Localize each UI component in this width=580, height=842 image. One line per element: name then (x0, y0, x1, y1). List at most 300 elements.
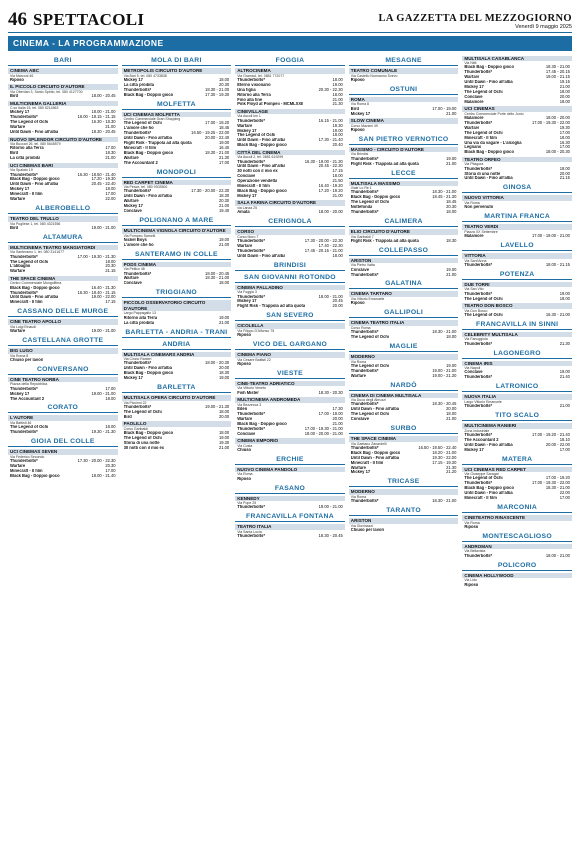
cinema-address: Via Cinzio Ranieri (123, 357, 152, 362)
showtimes: 20.45 - 22.40 (91, 181, 116, 187)
film-title: Minecraft - Il film (123, 145, 157, 150)
showtimes: 18.00 (105, 395, 116, 401)
cinema-name: BIG LUGO (8, 348, 118, 354)
showtimes: 19.00 - 21.00 (432, 367, 457, 373)
showtime-row (462, 313, 572, 318)
city-heading: SURBO (349, 425, 459, 434)
showtimes: 18.30 - 20.30 (318, 389, 343, 395)
showtimes: 18.00 (559, 295, 570, 301)
showtimes: 18.30 - 20.45 (91, 129, 116, 135)
cinema-name: VITTORIA (462, 253, 572, 259)
cinema-address: Via Buccari 26, tel. 080 5648579 (10, 142, 61, 147)
film-title: Until Dawn - Fino all'alba (237, 164, 286, 169)
film-title: Malamore (464, 234, 484, 239)
showtimes: 21.00 (446, 416, 457, 422)
showtimes: 21.30 (332, 101, 343, 107)
film-title: Eden (237, 407, 248, 411)
film-title: Riposo (237, 361, 252, 366)
showtimes: 18.30 - 21.00 (432, 498, 457, 504)
film-title: Thunderbolts* (123, 131, 152, 136)
film-title: La città proibita (123, 82, 155, 87)
cinema-address: Via Don Bosco (464, 308, 488, 313)
film-title: The Legend of Ochi (464, 130, 503, 135)
city-heading: COLLEPASSO (349, 247, 459, 256)
showtimes: 19.00 (559, 290, 570, 296)
cinema-name: ROMA (349, 97, 459, 103)
film-title: Thunderbolts* (237, 294, 265, 299)
city-heading: MAGLIE (349, 343, 459, 352)
showtimes: 21.30 (559, 340, 570, 346)
film-title: Mickey 17 (237, 193, 257, 198)
showtime-row (462, 176, 572, 181)
showtimes: 17.30 - 20.00 - 22.30 (77, 458, 116, 464)
cinema-address: Corso Mazzini 49 (350, 123, 378, 128)
showtimes: 21.00 (446, 110, 457, 116)
cinema-name: CINE TEATRO APOLLO (8, 319, 118, 325)
cinema-address: Via Luigi Einaudi (10, 324, 37, 329)
cinema-name: TEATRO ORFEO (462, 157, 572, 163)
showtimes: 18.00 (332, 252, 343, 258)
city-heading: TRICASE (349, 478, 459, 487)
cinema-name: ARISTON (349, 258, 459, 264)
showtimes: 17.00 (559, 129, 570, 135)
film-title: Thunderbolts* (464, 404, 493, 409)
cinema-address: Via Bari 5, tel. 080 4733838 (123, 73, 167, 78)
cinema-address: Via Santeramo 1, tel. 080 3141677 (10, 250, 65, 255)
film-title: The Legend of Ochi (10, 120, 49, 125)
showtimes: 21.00 (218, 444, 230, 450)
film-title: Thunderbolts* (237, 159, 265, 164)
cinema-name: NUOVA ITALIA (462, 394, 572, 400)
film-title: Warfare (237, 416, 253, 421)
film-title: Thunderbolts* (350, 272, 379, 277)
cinema-address: Via Bellavista (464, 549, 486, 554)
showtime-row (235, 210, 345, 215)
cinema-name: ANDROMAN (462, 544, 572, 550)
cinema-address: Via Lido (464, 578, 477, 583)
showtimes: 16.50 - 19.50 - 22.40 (418, 444, 457, 450)
showtimes: 17.00 (105, 191, 116, 197)
showtimes: 19.00 (559, 369, 570, 375)
film-title: Until Dawn - Fino all'alba (123, 136, 172, 141)
showtimes: 16.30 - 21.00 (545, 311, 570, 317)
film-title: Black Bag - Doppio gioco (237, 421, 287, 426)
showtimes: 20.30 (105, 263, 116, 269)
city-heading: MARCONIA (462, 504, 572, 513)
film-title: Legnano (464, 145, 482, 150)
cinema-address: Via Piccinni 22 (123, 400, 147, 405)
showtimes: 16.50 - 19.25 - 22.00 (191, 130, 230, 136)
film-title: Pink Floyd at Pompeii - MCMLXXII (237, 102, 304, 107)
showtime-row (122, 243, 232, 248)
cinema-address: Via Gaetano Zanardelli (350, 441, 387, 446)
showtime-row (8, 156, 118, 161)
city-heading: MATERA (462, 456, 572, 465)
film-title: Storia di una notte (123, 440, 160, 445)
showtimes: 17.00 (218, 159, 230, 165)
showtimes: 17.15 (332, 168, 343, 174)
showtimes: 21.00 (218, 203, 230, 209)
city-heading: LAGONEGRO (462, 350, 572, 359)
showtimes: 18.30 - 21.00 (205, 86, 230, 92)
showtimes: 19.00 (218, 236, 230, 242)
film-title: Thunderbolts* (464, 553, 493, 558)
cinema-name: MULTICINEMA ANDROMEDA (235, 397, 345, 403)
showtimes: 20.00 (218, 413, 230, 419)
city-heading: POLICORO (462, 562, 572, 571)
cinema-address: Via Foggia 3 (237, 290, 257, 295)
film-title: Thunderbolts* (350, 445, 379, 450)
showtimes: 17.30 - 20.00 - 22.30 (191, 188, 230, 194)
film-title: Black Bag - Doppio gioco (464, 150, 514, 155)
film-title: Thunderbolts* (350, 499, 379, 504)
film-title: Black Bag - Doppio gioco (10, 285, 60, 290)
film-title: Warfare (350, 465, 366, 470)
showtime-row (122, 281, 232, 286)
film-title: Until Dawn - Fino all'alba (237, 253, 286, 258)
film-title: Conclave (237, 174, 256, 179)
showtimes: 17.00 - 19.30 - 22.00 (531, 480, 570, 486)
film-title: Thunderbolts* (464, 341, 493, 346)
film-title: Thunderbolts* (123, 361, 152, 366)
showtimes: 21.00 (446, 160, 457, 166)
showtimes: 19.00 (332, 81, 343, 87)
city-heading: LATRONICO (462, 383, 572, 392)
cinema-address: Via Duca degli Abruzzi (350, 398, 386, 403)
showtime-row (235, 391, 345, 396)
film-title: Thunderbolts* (464, 481, 493, 486)
showtimes: 19.15 (559, 79, 570, 85)
showtimes: 18.00 - 20.00 (545, 115, 570, 121)
cinema-name: CINEVILLAGE (235, 109, 345, 115)
cinema-name: NUOVO CINEMA PANDOLO (235, 467, 345, 473)
cinema-address: Via Pesce, tel. 080 9303500 (123, 185, 168, 190)
film-title: Flight Risk - Trappola ad alta quota (123, 141, 192, 146)
cinema-name: NUOVO VITTORIA (462, 195, 572, 201)
film-title: Chiuso per lavori (10, 357, 44, 362)
programming-banner: CINEMA - LA PROGRAMMAZIONE (8, 36, 572, 51)
cinema-address: Via Santa Lucia (237, 529, 262, 534)
film-title: Warfare (123, 155, 139, 160)
city-heading: GALLIPOLI (349, 309, 459, 318)
film-title: Thunderbolts* (237, 118, 265, 123)
film-title: Black Bag - Doppio gioco (123, 92, 174, 97)
showtime-row (122, 376, 232, 381)
film-title: Until Dawn - Fino all'alba (350, 455, 400, 460)
showtimes: 21.00 (218, 319, 230, 325)
film-title: The Legend of Ochi (237, 133, 276, 138)
showtime-row (349, 112, 459, 117)
film-title: Thunderbolts* (237, 77, 265, 82)
showtimes: 19.00 - 21.30 (205, 404, 230, 409)
city-heading: FRANCAVILLA FONTANA (235, 513, 345, 522)
showtimes: 19.00 (218, 435, 230, 441)
cinema-address: Via Roma (237, 472, 253, 477)
showtimes: 21.00 (105, 155, 116, 161)
showtimes: 18.00 (332, 76, 343, 82)
cinema-address: Via Pompeo Sarnelli (123, 233, 156, 238)
showtime-row (349, 162, 459, 167)
newspaper-name: LA GAZZETTA DEL MEZZOGIORNO (378, 13, 572, 24)
city-heading: CORATO (8, 404, 118, 413)
film-title: Nickel Boys (123, 237, 147, 242)
cinema-name: THE SPACE CINEMA (8, 276, 118, 282)
showtimes: 17.00 (559, 495, 570, 501)
showtimes: 20.00 (332, 415, 343, 421)
cinema-address: Via Roma (464, 200, 480, 205)
showtimes: 19.00 (332, 127, 343, 133)
showtime-row (462, 297, 572, 302)
showtimes: 17.00 - 19.00 (318, 410, 343, 416)
showtimes: 20.45 (332, 298, 343, 304)
film-title: Mickey 17 (10, 110, 30, 115)
city-heading: FRANCAVILLA IN SINNI (462, 321, 572, 330)
cinema-name: CITTÀ DEL CINEMA (235, 150, 345, 156)
film-title: Warfare (123, 199, 139, 204)
showtime-row (349, 128, 459, 133)
city-heading: ALBEROBELLO (8, 205, 118, 214)
city-heading: CASSANO DELLE MURGE (8, 308, 118, 317)
cinema-name: CORSO (235, 229, 345, 235)
showtimes: 20.30 (218, 81, 230, 87)
city-heading: POTENZA (462, 271, 572, 280)
showtimes: 17.20 - 19.30 (91, 176, 116, 182)
film-title: Until Dawn - Fino all'alba (123, 194, 172, 199)
showtimes: 19.00 - 22.00 (91, 294, 116, 300)
showtimes: 18.00 (218, 280, 230, 286)
film-title: Malamore (464, 99, 484, 104)
issue-date: Venerdì 9 maggio 2025 (515, 24, 572, 30)
film-title: Thunderbolts* (350, 210, 379, 215)
masthead (8, 6, 572, 33)
showtimes: 19.00 - 21.15 (545, 74, 570, 80)
showtime-row (462, 448, 572, 453)
showtime-row (8, 329, 118, 334)
showtime-row (462, 263, 572, 268)
film-title: The Accountant 2 (464, 437, 499, 442)
showtimes: 17.00 - 19.30 - 21.00 (304, 425, 343, 431)
film-title: Black Bag - Doppio gioco (237, 143, 287, 148)
showtime-row (122, 415, 232, 420)
showtimes: 18.30 - 20.45 (432, 401, 457, 407)
listings-column (8, 54, 118, 829)
cinema-address: Via Spalato 19 (10, 168, 33, 173)
cinema-address: Centro Commerciale Gran Shopping (123, 117, 181, 122)
film-title: The Legend of Ochi (10, 425, 49, 430)
listings-column (122, 54, 232, 829)
film-title: Una via da vagare - L'alcoglia (464, 140, 522, 145)
city-heading: TITO SCALO (462, 412, 572, 421)
city-heading: MONOPOLI (122, 169, 232, 178)
cinema-address: Via Roma (350, 494, 367, 499)
showtimes: 18.30 (218, 193, 230, 199)
film-title: Until Dawn - Fino all'alba (10, 182, 59, 187)
showtime-row (349, 78, 459, 83)
film-title: Until Dawn - Fino all'alba (123, 366, 172, 371)
showtimes: 18.00 (559, 88, 570, 94)
film-title: Malamore (464, 116, 484, 121)
film-title: Warfare (10, 125, 26, 130)
showtime-row (462, 375, 572, 380)
cinema-name: CINE-TEATRO ADRIATICO (235, 381, 345, 387)
film-title: Conclave (123, 209, 142, 214)
cinema-address: Via Napoli (464, 366, 481, 371)
film-title: Warfare (10, 463, 26, 468)
film-title: Thunderbolts* (10, 290, 38, 295)
showtimes: 17.15 (105, 299, 116, 305)
listings-column (235, 54, 345, 829)
cinema-name: CICOLELLA (235, 323, 345, 329)
cinema-address: Via Pugliese 1, tel. 080 4321556 (10, 221, 61, 226)
cinema-name: MULTISALA CINEMARS ANDRIA (122, 352, 232, 358)
showtime-row (462, 496, 572, 501)
film-title: The Accountant 2 (10, 396, 45, 401)
showtimes: 18.30 - 21.00 (545, 64, 570, 70)
showtime-row (235, 194, 345, 199)
cinema-address: Corso Roma (350, 325, 371, 330)
showtime-row (349, 374, 459, 379)
showtimes: 18.00 (446, 411, 457, 417)
showtimes: 21.50 (332, 178, 343, 184)
cinema-address: Centro Commerciale Mongolfiera (10, 281, 62, 286)
film-title: Mickey 17 (123, 77, 143, 82)
film-title: Until Dawn - Fino all'alba (464, 176, 513, 181)
showtimes: 18.00 - 20.45 (91, 93, 116, 99)
film-title: Riposo (237, 333, 252, 338)
showtimes: 17.00 - 18.20 (205, 120, 230, 126)
showtime-row (462, 525, 572, 530)
cinema-name: DUE TORRI (462, 282, 572, 288)
showtimes: 18.00 (332, 173, 343, 179)
film-title: Riposo (464, 524, 479, 529)
film-title: Riposo (350, 77, 365, 82)
showtimes: 18.30 - 20.45 (318, 533, 343, 539)
film-title: The Legend of Ochi (350, 363, 389, 368)
city-heading: POLIGNANO A MARE (122, 217, 232, 226)
film-title: Mickey 17 (123, 204, 143, 209)
showtime-row (8, 197, 118, 202)
film-title: Conclave (237, 431, 256, 436)
showtime-row (349, 239, 459, 244)
showtime-row (462, 150, 572, 155)
showtime-row (235, 505, 345, 510)
film-title: Warfare (464, 125, 480, 130)
showtimes: 17.30 - 20.00 - 22.30 (304, 237, 343, 243)
showtimes: 18.20 - 21.00 (432, 449, 457, 455)
cinema-address: Centro Commerciale Porte dello Jonio (464, 111, 524, 116)
showtimes: 18.00 (218, 408, 230, 414)
section-title: SPETTACOLI (33, 10, 145, 29)
cinema-name: CINEMA TARTARO (349, 291, 459, 297)
showtime-row (122, 446, 232, 451)
film-title: Riposo (237, 476, 252, 481)
showtime-row (8, 94, 118, 99)
showtimes: 20.00 (559, 93, 570, 99)
showtimes: 20.40 (332, 142, 343, 148)
showtime-row (8, 226, 118, 231)
film-title: Storia di una notte (464, 171, 501, 176)
showtimes: 19.00 (218, 314, 230, 320)
listings-columns (8, 54, 572, 829)
cinema-name: METROPOLIS CIRCUITO D'AUTORE (122, 68, 232, 74)
showtimes: 17.30 (332, 406, 343, 411)
cinema-name: MODERNO (349, 489, 459, 495)
film-title: L'abbaglio (10, 264, 31, 269)
film-title: The Legend of Ochi (464, 476, 503, 481)
showtime-row (8, 474, 118, 479)
cinema-address: Via Filippo D'Alfonso 75 (237, 328, 275, 333)
city-heading: ERCHIE (235, 456, 345, 465)
cinema-name: ARISTON (349, 518, 459, 524)
film-title: Black Bag - Doppio gioco (123, 371, 174, 376)
film-title: Bird (10, 94, 19, 99)
showtime-row (235, 333, 345, 338)
showtimes: 18.30 (446, 237, 457, 243)
cinema-name: TEATRO VERDI (462, 224, 572, 230)
city-heading: MESAGNE (349, 57, 459, 66)
film-title: La città proibita (123, 320, 155, 325)
showtimes: 19.30 (218, 439, 230, 445)
cinema-name: UCI CINEMAS MOLFETTA (122, 112, 232, 118)
film-title: Conclave (350, 267, 369, 272)
cinema-address: Via Sant'Anna (464, 258, 487, 263)
showtimes: 19.00 - 21.00 (91, 390, 116, 396)
film-title: The Legend of Ochi (350, 200, 389, 205)
cinema-name: NUOVO SPLENDOR CIRCUITO D'AUTORE (8, 137, 118, 143)
showtimes: 17.00 - 19.30 - 22.00 (531, 119, 570, 125)
film-title: Black Bag - Doppio gioco (10, 473, 60, 478)
film-title: Thunderbolts* (464, 432, 493, 437)
film-title: Thunderbolts* (350, 402, 379, 407)
film-title: Thunderbolts* (464, 166, 493, 171)
film-title: Bird (350, 106, 359, 111)
cinema-address: Viale Lo Re 1 (350, 186, 372, 191)
film-title: Mickey 17 (237, 128, 257, 133)
film-title: Thunderbolts* (10, 430, 38, 435)
showtimes: 20.00 - 22.00 (545, 441, 570, 447)
showtimes: 16.30 - 19.00 - 21.30 (304, 158, 343, 164)
film-title: Thunderbolts* (123, 189, 152, 194)
cinema-address: Via San Vito (464, 287, 484, 292)
showtimes: 18.45 (446, 199, 457, 205)
cinema-address: via Lanza 25 (237, 205, 258, 210)
showtime-row (235, 477, 345, 482)
cinema-name: CINEMA HOLLYWOOD (462, 573, 572, 579)
showtimes: 18.00 (446, 334, 457, 340)
film-title: The Legend of Ochi (464, 296, 503, 301)
film-title: Black Bag - Doppio gioco (123, 431, 174, 436)
showtimes: 21.40 (559, 374, 570, 380)
listings-column (349, 54, 459, 829)
film-title: Minecraft - Il film (10, 468, 43, 473)
film-title: Thunderbolts* (237, 238, 265, 243)
cinema-name: CELEBRITY MULTISALA (462, 332, 572, 338)
cinema-name: SLOW CINEMA (349, 118, 459, 124)
cinema-name: PICCOLO OSSERVATORIO CIRCUITO D'AUTORE (122, 300, 232, 311)
city-heading: SAN SEVERO (235, 312, 345, 321)
showtime-row (462, 205, 572, 210)
cinema-name: CINEMA PIANO (235, 352, 345, 358)
showtimes: 20.00 (218, 365, 230, 371)
cinema-name: TEATRO COMUNALE (349, 68, 459, 74)
film-title: Warfare (237, 123, 253, 128)
film-title: Until Dawn - Fino all'alba (464, 80, 513, 85)
showtimes: 21.00 (332, 420, 343, 426)
film-title: 30 notti con il mio ex (123, 445, 165, 450)
showtimes: 18.00 (559, 98, 570, 104)
film-title: Thunderbolts* (350, 368, 379, 373)
cinema-address: Via Brindisi (350, 152, 369, 157)
